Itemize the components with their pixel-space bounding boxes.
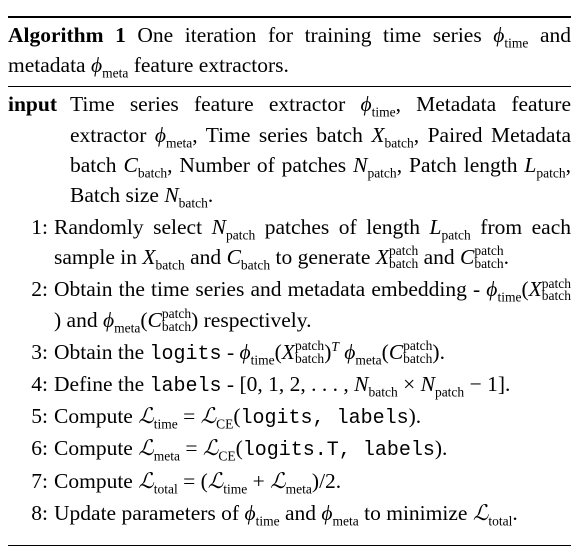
step-text: Compute ℒ$_{time}$ = ℒ$_{CE}$(logits, labels). <box>54 404 422 432</box>
step-number: 1: <box>31 215 48 240</box>
step-1 <box>8 214 571 274</box>
input-text: Time series feature extractor $\phi_{time}$, Metadata feature extractor $\phi_{meta}$, Time series batch $X_{batch}$, Paired Metadata batch $C_{batch}$, Number of patches $N_{patch}$, Patch length $L_{patch}$, Batch size $N_{batch}$. <box>70 92 572 211</box>
step-5 <box>8 403 571 433</box>
step-text: Compute ℒ$_{meta}$ = ℒ$_{CE}$(logits.T, labels). <box>54 436 448 464</box>
caption-label: Algorithm 1 <box>8 23 126 47</box>
step-text: Update parameters of $\phi_{time}$ and $\phi_{meta}$ to minimize ℒ$_{total}$. <box>54 500 518 529</box>
input-row <box>8 91 571 212</box>
step-8 <box>8 500 571 530</box>
step-text: Obtain the logits - $\phi_{time}(X$ patch batch )$^T$ $\phi_{meta}(C$ patch batch ). <box>54 338 445 368</box>
input-keyword: input <box>8 92 58 117</box>
top-rule <box>8 16 571 18</box>
step-7 <box>8 468 571 498</box>
step-text: Randomly select $N_{patch}$ patches of length $L_{patch}$ from each sample in $X_{batch}$ and $C_{batch}$ to generate X patch batch and C patch batch . <box>54 215 572 273</box>
step-text: Define the labels - [0, 1, 2, . . . , $N_{batch} \times N_{patch} - 1$]. <box>54 372 511 400</box>
algorithm-block <box>8 2 571 530</box>
step-4 <box>8 371 571 401</box>
step-6 <box>8 435 571 465</box>
step-number: 4: <box>31 372 48 397</box>
step-number: 7: <box>31 468 48 493</box>
algorithm-caption: Algorithm 1 One iteration for training time series $\phi_{time}$ and metadata $\phi_{meta}$ feature extractors. <box>8 23 571 81</box>
step-text: Obtain the time series and metadata embedding - $\phi_{time}(X$ patch batch ) and $\phi_{meta}(C$ patch batch ) respectively. <box>54 275 571 335</box>
step-number: 2: <box>31 277 48 302</box>
step-text: Compute ℒ$_{total}$ = (ℒ$_{time}$ + ℒ$_{meta}$)/2. <box>54 468 342 496</box>
bottom-rule <box>8 545 571 546</box>
step-3 <box>8 339 571 369</box>
step-2 <box>8 276 571 336</box>
step-number: 8: <box>31 500 48 525</box>
step-number: 3: <box>31 339 48 364</box>
step-number: 5: <box>31 404 48 429</box>
caption-rule <box>8 86 571 87</box>
step-number: 6: <box>31 436 48 461</box>
